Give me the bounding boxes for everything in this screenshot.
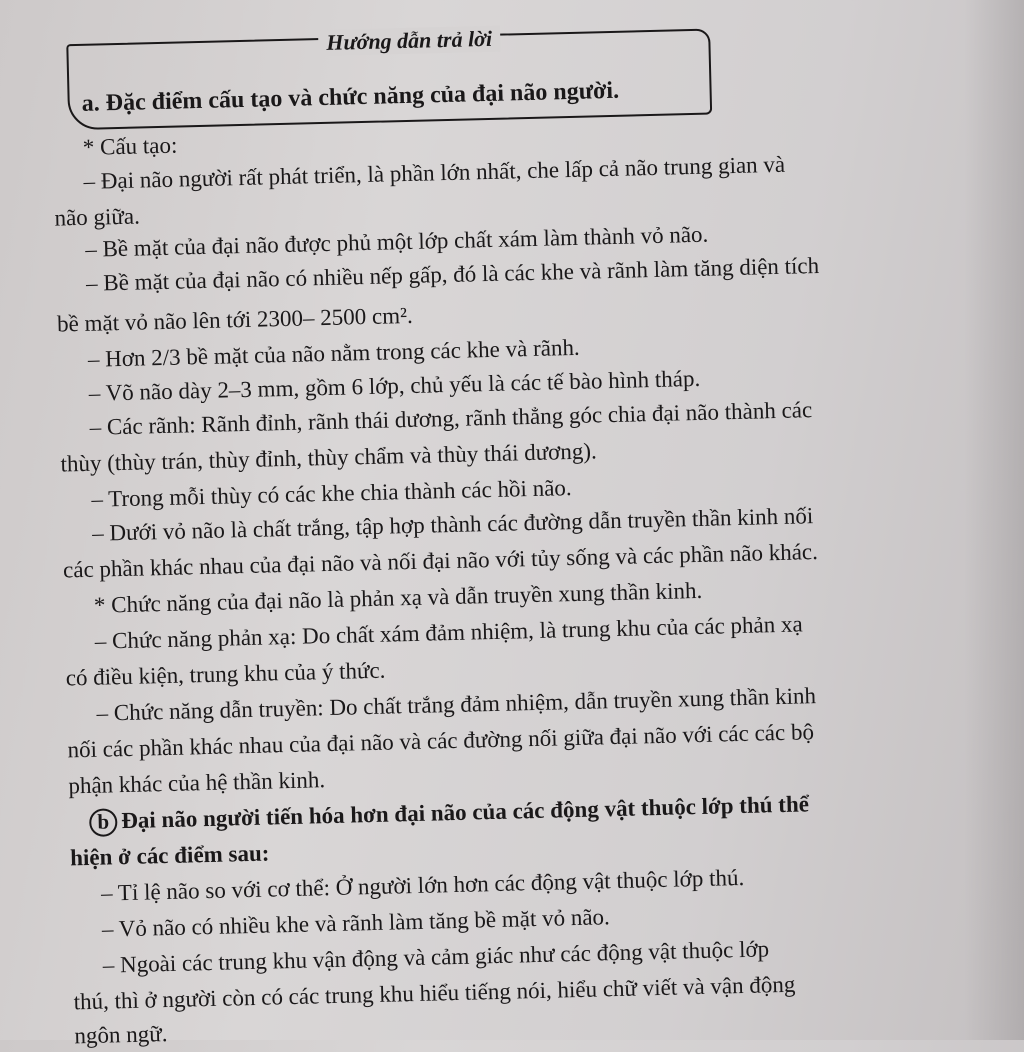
paragraph-line: – Các rãnh: Rãnh đỉnh, rãnh thái dương, rãnh thẳng góc chia đại não thành các: [89, 397, 813, 440]
section-b-title-text: Đại não người tiến hóa hơn đại não của các động vật thuộc lớp thú thể: [120, 791, 810, 834]
page-edge-shadow: [964, 0, 1024, 1040]
paragraph-line: bề mặt vỏ não lên tới 2300– 2500 cm².: [56, 302, 414, 337]
paragraph-line: – Bề mặt của đại não được phủ một lớp chất xám làm thành vỏ não.: [84, 221, 709, 262]
section-b-marker: b: [89, 808, 118, 837]
paragraph-line: – Võ não dày 2–3 mm, gồm 6 lớp, chủ yếu là các tế bào hình tháp.: [88, 365, 701, 406]
structure-label: * Cấu tạo:: [82, 132, 178, 160]
section-b-title: [89, 790, 809, 837]
paragraph-line: thùy (thùy trán, thùy đỉnh, thùy chẩm và thùy thái dương).: [60, 438, 597, 477]
paragraph-line: phận khác của hệ thần kinh.: [68, 767, 326, 799]
paragraph-line: – Chức năng phản xạ: Do chất xám đảm nhiệm, là trung khu của các phản xạ: [94, 611, 803, 654]
paragraph-line: – Trong mỗi thùy có các khe chia thành các hồi não.: [91, 475, 572, 512]
paragraph-line: não giữa.: [54, 203, 141, 231]
paragraph-line: – Bề mặt của đại não có nhiều nếp gấp, đó là các khe và rãnh làm tăng diện tích: [85, 252, 820, 296]
paragraph-line: các phần khác nhau của đại não và nối đại não với tủy sống và các phần não khác.: [62, 539, 819, 583]
paragraph-line: – Tỉ lệ não so với cơ thể: Ở người lớn hơn các động vật thuộc lớp thú.: [100, 864, 745, 906]
paragraph-line: nối các phần khác nhau của đại não và các đường nối giữa đại não với các các bộ: [67, 719, 815, 763]
paragraph-line: – Ngoài các trung khu vận động và cảm giác như các động vật thuộc lớp: [102, 936, 770, 978]
section-b-title-cont: hiện ở các điểm sau:: [69, 840, 270, 871]
paragraph-line: – Chức năng dẫn truyền: Do chất trắng đảm nhiệm, dẫn truyền xung thần kinh: [96, 683, 817, 726]
paragraph-line: – Đại não người rất phát triển, là phần lớn nhất, che lấp cả não trung gian và: [83, 151, 786, 194]
paragraph-line: có điều kiện, trung khu của ý thức.: [65, 657, 386, 691]
paragraph-line: – Vỏ não có nhiều khe và rãnh làm tăng bề mặt vỏ não.: [101, 904, 611, 942]
function-label: * Chức năng của đại não là phản xạ và dẫn truyền xung thần kinh.: [93, 577, 703, 618]
section-a-title: a. Đặc điểm cấu tạo và chức năng của đại não người.: [81, 77, 620, 117]
paragraph-line: thú, thì ở người còn có các trung khu hiểu tiếng nói, hiểu chữ viết và vận động: [73, 971, 796, 1015]
answer-guide-heading: Hướng dẫn trả lời: [318, 26, 500, 56]
paragraph-line: – Hơn 2/3 bề mặt của não nằm trong các khe và rãnh.: [87, 334, 580, 372]
paragraph-line: ngôn ngữ.: [74, 1021, 168, 1049]
paragraph-line: – Dưới vỏ não là chất trắng, tập hợp thành các đường dẫn truyền thần kinh nối: [91, 503, 814, 546]
